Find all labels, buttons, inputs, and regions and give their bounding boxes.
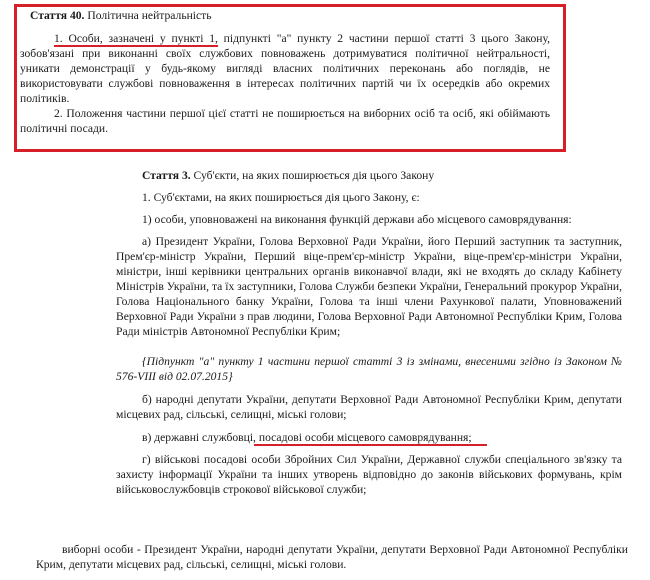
article3-paragraph-1: 1. Суб'єктами, на яких поширюється дія цього Закону, є: [142, 191, 420, 204]
article3-item-b: б) народні депутати України, депутати Верховної Ради Автономної Республіки Крим, депутати місцевих рад, сільські, селищні, міські голови; [116, 393, 622, 421]
article40-highlighted-phrase: 1. Особи, зазначені у пункті 1 [54, 32, 215, 45]
article3-title: Стаття 3. Суб'єкти, на яких поширюється дія цього Закону [142, 169, 435, 182]
article3-item-v: в) державні службовці, посадові особи місцевого самоврядування; [142, 431, 472, 444]
article40-title: Стаття 40. Політична нейтральність [30, 9, 212, 22]
elected-persons-definition: виборні особи - Президент України, народні депутати України, депутати Верховної Ради Автономної Республіки Крим, депутати місцевих рад, сільські, селищні, міські голови. [36, 543, 628, 571]
article3-item-a: а) Президент України, Голова Верховної Ради України, його Перший заступник та заступник, Прем'єр-міністр України, Перший віце-прем'єр-міністр України, віце-прем'єр-міністри України, міністри, інші керівники центральних органів виконавчої влади, які не входять до складу Кабінету Міністрів України, та їх заступники, Голова Служби безпеки України, Генеральний прокурор України, Голова Національного банку України, Голова та інші члени Рахункової палати, Уповноважений Верховної Ради України з прав людини, Голова Верховної Ради Автономної Республіки Крим, Голова Ради міністрів Автономної Республіки Крим; [116, 235, 622, 338]
article3-amendment-note: {Підпункт "а" пункту 1 частини першої статті 3 із змінами, внесеними згідно із Законом № 576-VIII від 02.07.2015} [116, 355, 622, 383]
article3-item-g: г) військові посадові особи Збройних Сил України, Державної служби спеціального зв'язку та захисту інформації України та інших утворень відповідно до законів військових формувань, крім військовослужбовців строкової військової служби; [116, 453, 622, 496]
article40-paragraph-1: 1. Особи, зазначені у пункті 1, підпункті "а" пункту 2 частини першої статті 3 цього Закону, зобов'язані при виконанні своїх службових повноважень дотримуватися політичної нейтральності, уникати демонстрації у будь-якому вигляді власних політичних переконань або поглядів, не використовувати службові повноваження в інтересах політичних партій чи їх осередків або окремих політиків. [20, 32, 550, 105]
red-underline-2 [254, 444, 487, 446]
article40-paragraph-2: 2. Положення частини першої цієї статті не поширюється на виборних осіб та осіб, які обіймають політичні посади. [20, 107, 550, 135]
red-underline-1 [54, 45, 218, 47]
article3-highlighted-phrase: посадові особи місцевого самоврядування [258, 431, 469, 444]
article3-item-1: 1) особи, уповноважені на виконання функцій держави або місцевого самоврядування: [142, 213, 572, 226]
